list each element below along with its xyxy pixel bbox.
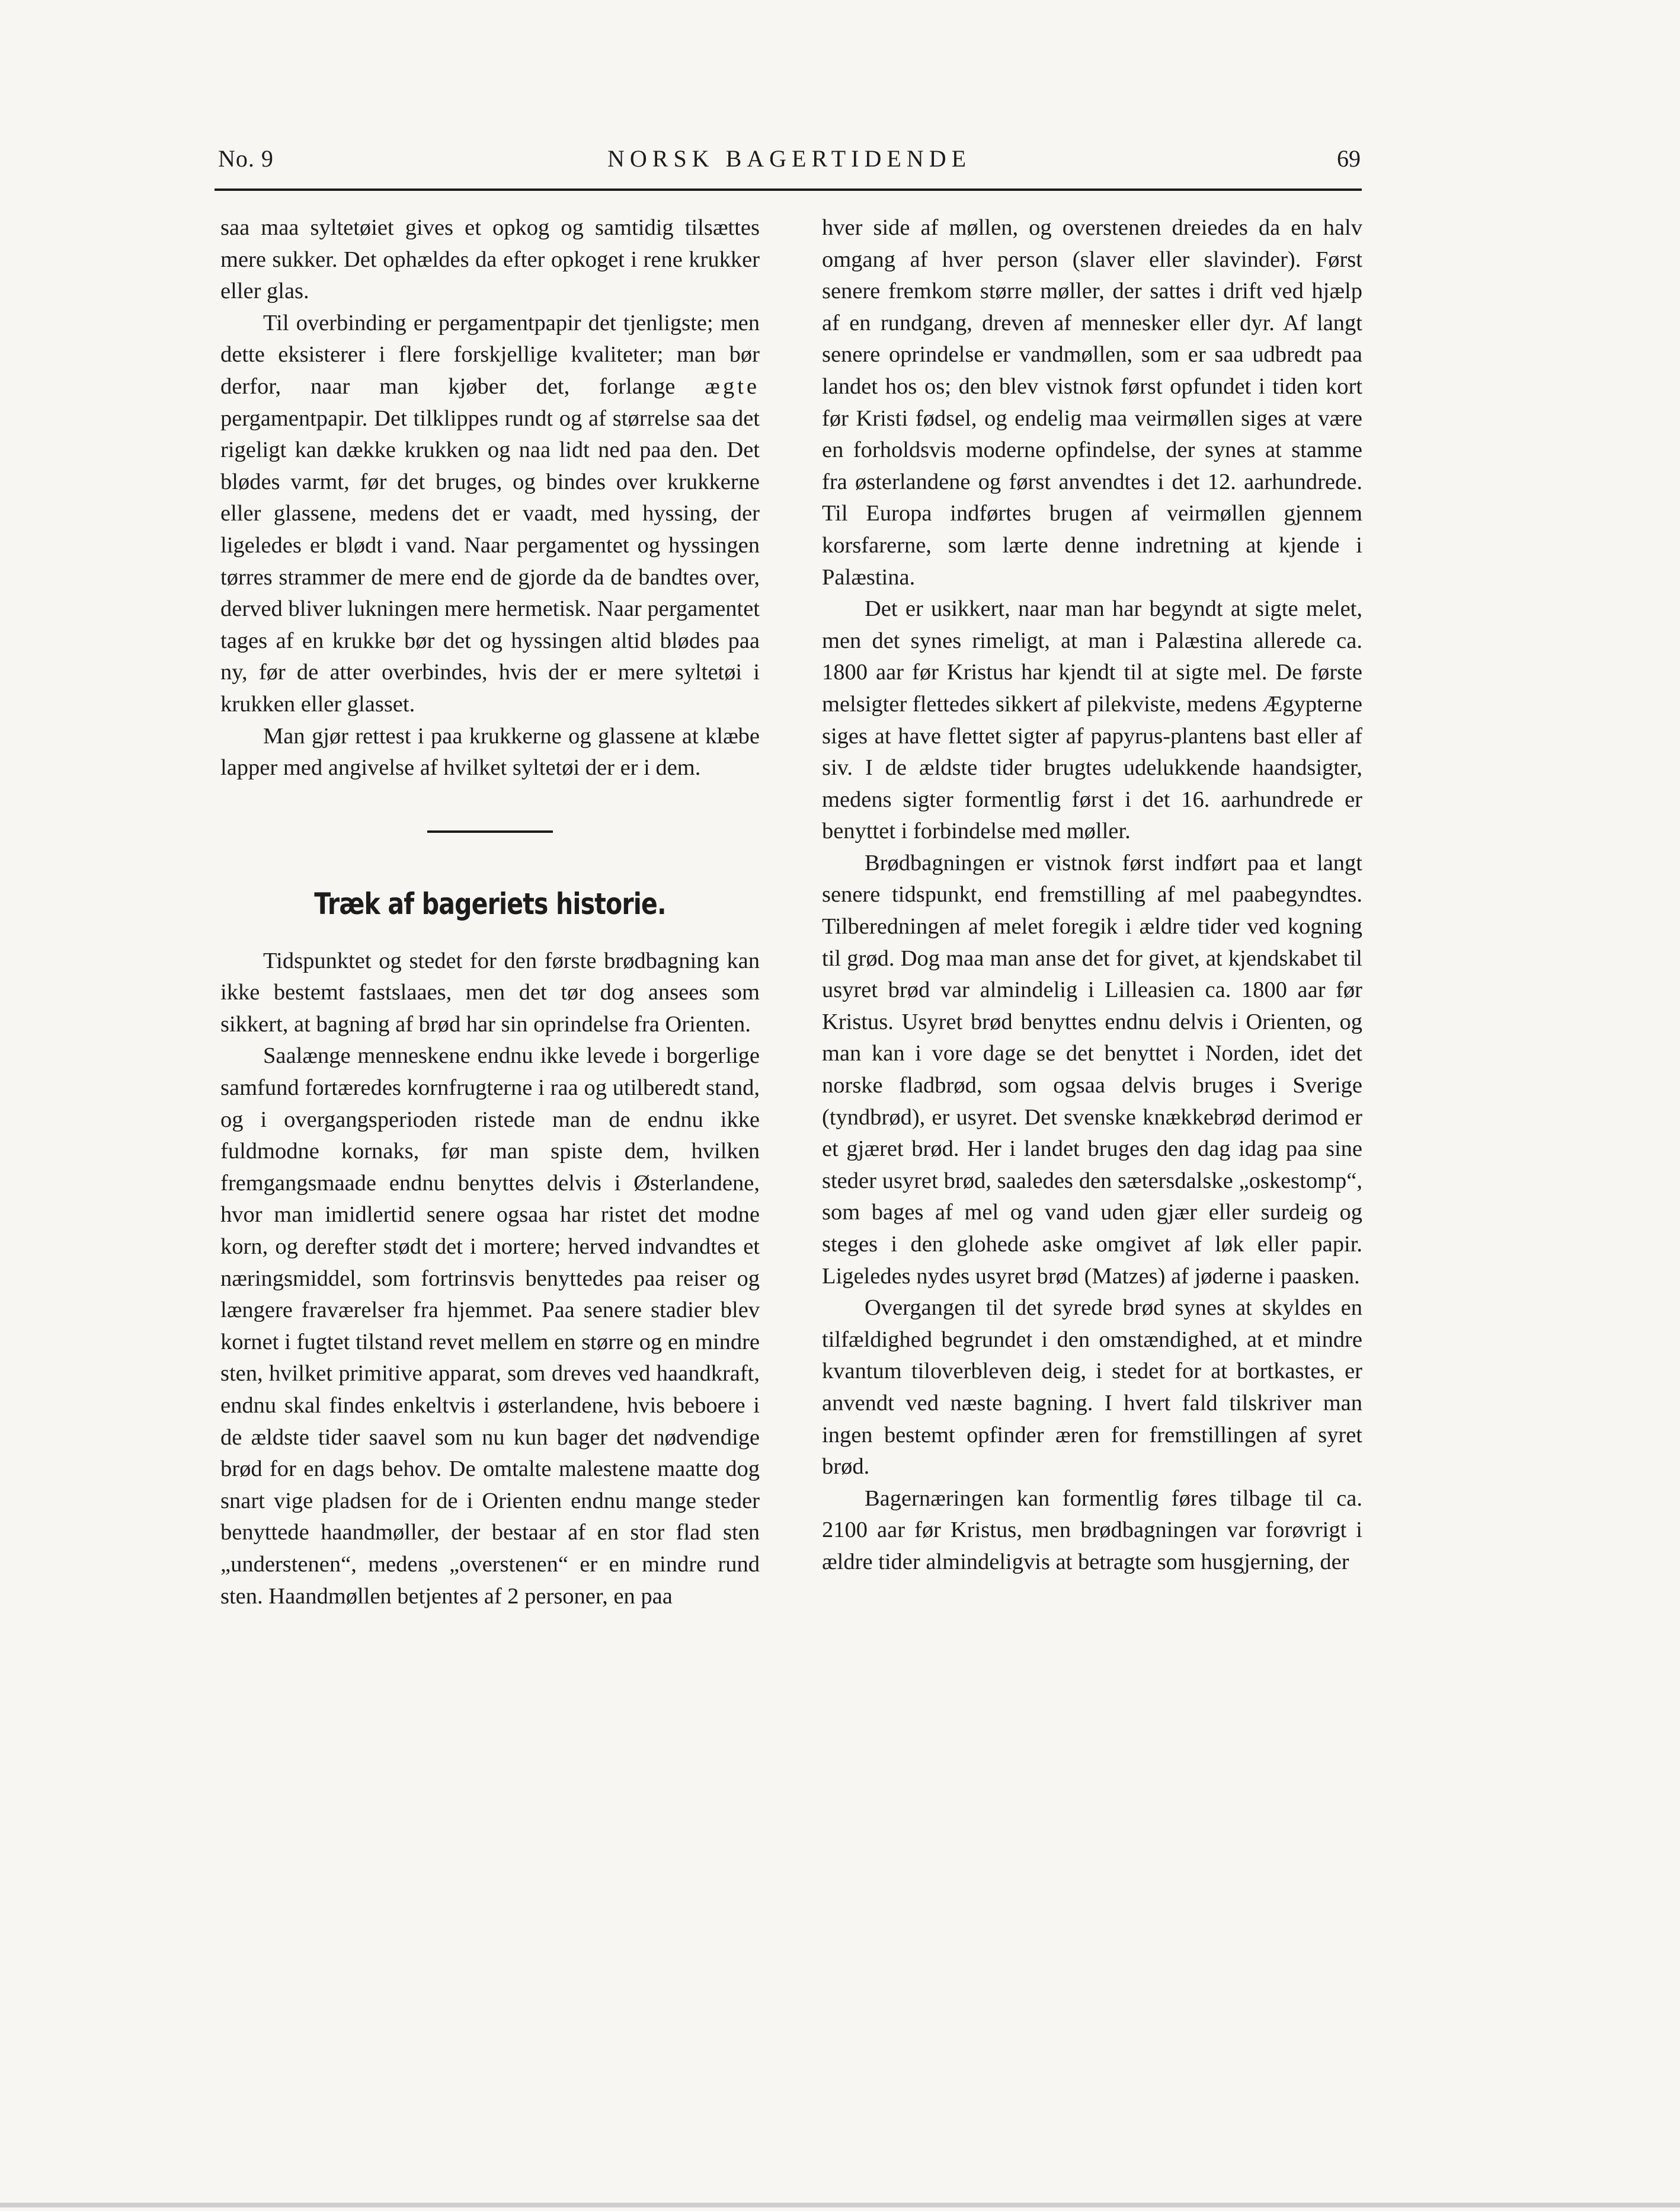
- paragraph: Brødbagningen er vistnok først indført paa et langt senere tidspunkt, end fremstilling af mel paabegyndtes. Tilberedningen af melet foregik i ældre tider ved kogning til grød. Dog maa man anse det for givet, at kjendskabet til usyret brød var almindelig i Lilleasien ca. 1800 aar før Kristus. Usyret brød benyttes endnu delvis i Orienten, og man kan i vore dage se det benyttet i Norden, idet det norske fladbrød, som ogsaa delvis bruges i Sverige (tyndbrød), er usyret. Det svenske knækkebrød derimod er et gjæret brød. Her i landet bruges den dag idag paa sine steder usyret brød, saaledes den sætersdalske „oskestomp“, som bages af mel og vand uden gjær eller surdeig og steges i den glohede aske omgivet af løk eller papir. Ligeledes nydes usyret brød (Matzes) af jøderne i paasken.: [822, 850, 1362, 1289]
- paragraph: Bagernæringen kan formentlig føres tilbage til ca. 2100 aar før Kristus, men brødbagningen var forøvrigt i ældre tider almindeligvis at betragte som husgjerning, der: [822, 1485, 1362, 1574]
- paragraph: Det er usikkert, naar man har begyndt at sigte melet, men det synes rimeligt, at man i Palæstina allerede ca. 1800 aar før Kristus har kjendt til at sigte mel. De første melsigter flettedes sikkert af pilekviste, medens Ægypterne siges at have flettet sigter af papyrus-plantens bast eller af siv. I de ældste tider brugtes udelukkende haandsigter, medens sigter formentlig først i det 16. aarhundrede er benyttet i forbindelse med møller.: [822, 596, 1362, 844]
- scan-edge: [0, 2203, 1680, 2207]
- page-header: [218, 145, 1361, 180]
- article-heading: Træk af bageriets historie.: [314, 886, 666, 921]
- paragraph: hver side af møllen, og overstenen dreiedes da en halv omgang af hver person (slaver eller slavinder). Først senere fremkom større møller, der sattes i drift ved hjælp af en rundgang, dreven af mennesker eller dyr. Af langt senere oprindelse er vandmøllen, som er saa udbredt paa landet hos os; den blev vistnok først opfundet i tiden kort før Kristi fødsel, og endelig maa veirmøllen siges at være en forholdsvis moderne opfindelse, der synes at stamme fra østerlandene og først anvendtes i det 12. aarhundrede. Til Europa indførtes brugen af veirmøllen gjennem korsfarerne, som lærte denne indretning at kjende i Palæstina.: [822, 215, 1362, 590]
- emphasized-word: ægte: [705, 373, 760, 399]
- paragraph: Overgangen til det syrede brød synes at skyldes en tilfældighed begrundet i den omstændighed, at et mindre kvantum tiloverbleven deig, i stedet for at bortkastes, er anvendt ved næste bagning. I hvert fald tilskriver man ingen bestemt opfinder æren for fremstillingen af syret brød.: [822, 1295, 1362, 1480]
- paragraph: Saalænge menneskene endnu ikke levede i borgerlige samfund fortæredes kornfrugterne i raa og utilberedt stand, og i overgangsperioden ristede man de endnu ikke fuldmodne kornaks, før man spiste dem, hvilken fremgangsmaade endnu benyttes delvis i Østerlandene, hvor man imidlertid senere ogsaa har ristet det modne korn, og derefter stødt det i mortere; herved indvandtes et næringsmiddel, som fortrinsvis benyttedes paa reiser og længere fraværelser fra hjemmet. Paa senere stadier blev kornet i fugtet tilstand revet mellem en større og en mindre sten, hvilket primitive apparat, som dreves ved haandkraft, endnu skal findes enkeltvis i østerlandene, hvis beboere i de ældste tider saavel som nu kun bager det nødvendige brød for en dags behov. De omtalte malestene maatte dog snart vige pladsen for de i Orienten endnu mange steder benyttede haandmøller, der bestaar af en stor flad sten „understenen“, medens „overstenen“ er en mindre rund sten. Haandmøllen betjentes af 2 personer, en paa: [220, 1043, 760, 1609]
- text-run: pergamentpapir. Det tilklippes rundt og af størrelse saa det rigeligt kan dække krukken og naa lidt ned paa den. Det blødes varmt, før det bruges, og bindes over krukkerne eller glassene, medens det er vaadt, med hyssing, der ligeledes er blødt i vand. Naar pergamentet og hyssingen tørres strammer de mere end de gjorde da de bandtes over, derved bliver lukningen mere hermetisk. Naar pergamentet tages af en krukke bør det og hyssingen altid blødes paa ny, før de atter overbindes, hvis der er mere syltetøi i krukken eller glasset.: [220, 405, 760, 717]
- page-number: 69: [1337, 145, 1361, 172]
- issue-number: No. 9: [218, 145, 274, 172]
- left-column: [220, 212, 760, 1612]
- paragraph: Tidspunktet og stedet for den første brødbagning kan ikke bestemt fastslaaes, men det tør dog ansees som sikkert, at bagning af brød har sin oprindelse fra Orienten.: [220, 948, 760, 1037]
- right-column: [822, 212, 1362, 1579]
- paragraph: [220, 308, 760, 721]
- header-rule: [215, 188, 1362, 191]
- section-divider: [427, 830, 553, 833]
- text-run: Til overbinding er pergamentpapir det tjenligste; men dette eksisterer i flere forskjellige kvaliteter; man bør derfor, naar man kjøber det, forlange: [220, 310, 760, 399]
- paragraph: saa maa syltetøiet gives et opkog og samtidig tilsættes mere sukker. Det ophældes da efter opkoget i rene krukker eller glas.: [220, 215, 760, 304]
- journal-title: NORSK BAGERTIDENDE: [607, 145, 972, 172]
- paragraph: Man gjør rettest i paa krukkerne og glassene at klæbe lapper med angivelse af hvilket syltetøi der er i dem.: [220, 723, 760, 781]
